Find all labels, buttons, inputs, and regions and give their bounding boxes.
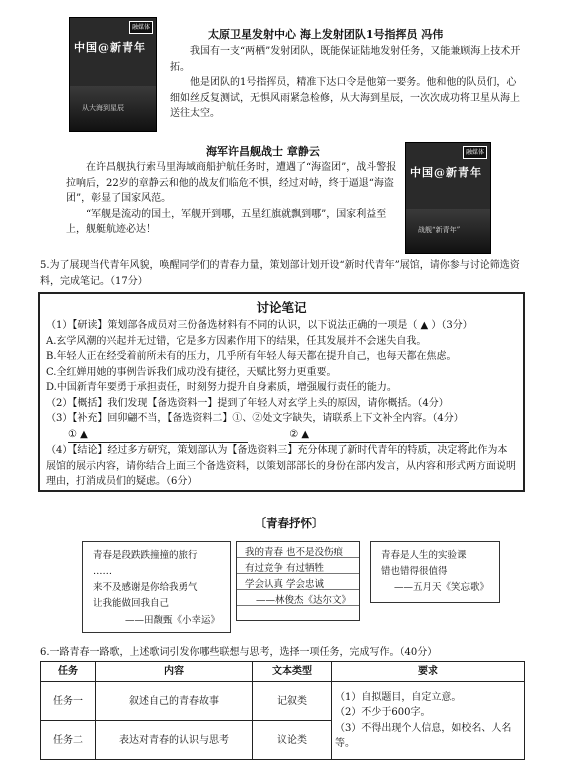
requirement-item: （1）自拟题目，自定立意。 [335, 691, 462, 703]
requirements-cell [332, 682, 525, 760]
cover-title: 中国@新青年 [74, 41, 146, 54]
option-b: B.年轻人正在经受着前所未有的压力，几乎所有年轻人每天都在提升自己，也每天都在焦虑。 [46, 351, 457, 363]
question-5-intro: 5.为了展现当代青年风貌，唤醒同学们的青春力量，策划部计划开设“新时代青年”展馆，请你参与讨论筛选资料，完成笔记。（17分） [40, 260, 520, 287]
option-c: C.全红婵用她的事例告诉我们成功没有捷径，天赋比努力更重要。 [46, 366, 337, 378]
discussion-notes-box [38, 292, 525, 492]
cover-stamp: 融媒体 [463, 146, 487, 159]
lyric-line: 青春是段跌跌撞撞的旅行 [93, 550, 198, 561]
lyric-card-2 [236, 541, 360, 621]
subquestion-3: （3）【补充】回卯翩不当，【备选资料二】①、②处文字缺失，请联系上下文补全内容。（4分） [46, 413, 464, 425]
task-cell: 任务一 [41, 682, 96, 721]
subquestion-2: （2）【概括】我们发现【备选资料一】提到了年轻人对玄学上头的原因，请你概括。（4分） [46, 397, 449, 409]
profile1-para-1: 我国有一支“两栖”发射团队，既能保证陆地发射任务，又能兼顾海上技术开拓。 [170, 46, 521, 73]
header-task: 任务 [41, 662, 96, 682]
lyric-source: ——田馥甄《小幸运》 [124, 614, 220, 626]
magazine-cover-1 [69, 17, 157, 132]
lyric-line: 青春是人生的实验课 [381, 550, 467, 561]
lyric-source: ——林俊杰《达尔文》 [255, 595, 351, 606]
table-row [41, 682, 525, 721]
option-d: D.中国新青年要勇于承担责任，时刻努力提升自身素质，增强履行责任的能力。 [46, 382, 397, 394]
subquestion-1: （1）【研读】策划部各成员对三份备选材料有不同的认识，以下说法正确的一项是（ ▲ ）（3分） [46, 320, 473, 332]
profile1-header: 太原卫星发射中心 海上发射团队1号指挥员 冯伟 [208, 28, 444, 41]
cover-caption: 从大海到星辰 [82, 103, 124, 112]
type-cell: 议论类 [253, 721, 332, 760]
blank-1: ① ▲ [68, 427, 248, 444]
profile2-para-2: “军舰是流动的国土，军舰开到哪，五星红旗就飘到哪”，国家利益至上，舰艇航迹必达！ [66, 208, 387, 235]
lyric-source: ——五月天《笑忘歌》 [393, 582, 489, 594]
content-cell: 叙述自己的青春故事 [96, 682, 253, 721]
lyric-line: 我的青春 也不是没伤痕 [245, 547, 344, 558]
lyric-line: …… [93, 566, 112, 578]
header-requirements: 要求 [332, 662, 525, 682]
magazine-cover-2 [405, 142, 491, 254]
blank-2: ② ▲ [289, 427, 469, 444]
lyric-line: 来不及感谢是你给我勇气 [93, 582, 198, 594]
lyric-card-3 [370, 541, 500, 603]
writing-task-table [40, 661, 525, 760]
table-header-row [41, 662, 525, 682]
profile2-header: 海军许昌舰战士 章静云 [206, 145, 320, 158]
cover-title: 中国@新青年 [410, 166, 482, 179]
lyric-line: 有过竞争 有过牺牲 [245, 563, 325, 574]
profile1-body [170, 44, 522, 122]
lyric-line: 错也错得很值得 [381, 566, 448, 578]
lyric-card-1 [82, 541, 231, 633]
requirement-item: （3）不得出现个人信息，如校名、人名等。 [335, 722, 512, 749]
profile1-para-2: 他是团队的1号指挥员，精准下达口令是他第一要务。他和他的队员们，心细如丝反复测试，无惧风雨紧急检修，从大海到星辰，一次次成功将卫星从海上送往太空。 [170, 77, 520, 119]
cover-stamp: 融媒体 [129, 21, 153, 34]
question-6-intro: 6.一路青春一路歌，上述歌词引发你哪些联想与思考，选择一项任务，完成写作。（40分） [40, 647, 438, 658]
profile2-body [66, 160, 400, 238]
profile2-para-1: 在许昌舰执行索马里海域商船护航任务时，遭遇了“海盗团”，战斗警报拉响后，22岁的章静云和他的战友们临危不惧，经过对峙，终于逼退“海盗团”，彰显了国家风范。 [66, 162, 397, 204]
lyric-line: 让我能做回我自己 [93, 598, 170, 610]
option-a: A.玄学风潮的兴起并无过错，它是多方因素作用下的结果，任其发展并不会迷失自我。 [46, 335, 427, 347]
subquestion-4: （4）【结论】经过多方研究，策划部认为【备选资料三】充分体现了新时代青年的特质，决定将此作为本展馆的展示内容，请你结合上面三个备选资料，以策划部部长的身份在部内发言，从内容和形式两方面说明理由，打消成员们的疑虑。（6分） [46, 445, 516, 488]
header-type: 文本类型 [253, 662, 332, 682]
cover-caption: 战舰“新青年” [418, 225, 461, 234]
type-cell: 记叙类 [253, 682, 332, 721]
requirement-item: （2）不少于600字。 [335, 707, 431, 718]
task-cell: 任务二 [41, 721, 96, 760]
notes-title: 讨论笔记 [256, 300, 307, 315]
youth-section-title: 〔青春抒怀〕 [254, 516, 324, 530]
content-cell: 表达对青春的认识与思考 [96, 721, 253, 760]
answer-blanks [46, 427, 517, 444]
header-content: 内容 [96, 662, 253, 682]
lyric-line: 学会认真 学会忠诚 [245, 579, 325, 590]
